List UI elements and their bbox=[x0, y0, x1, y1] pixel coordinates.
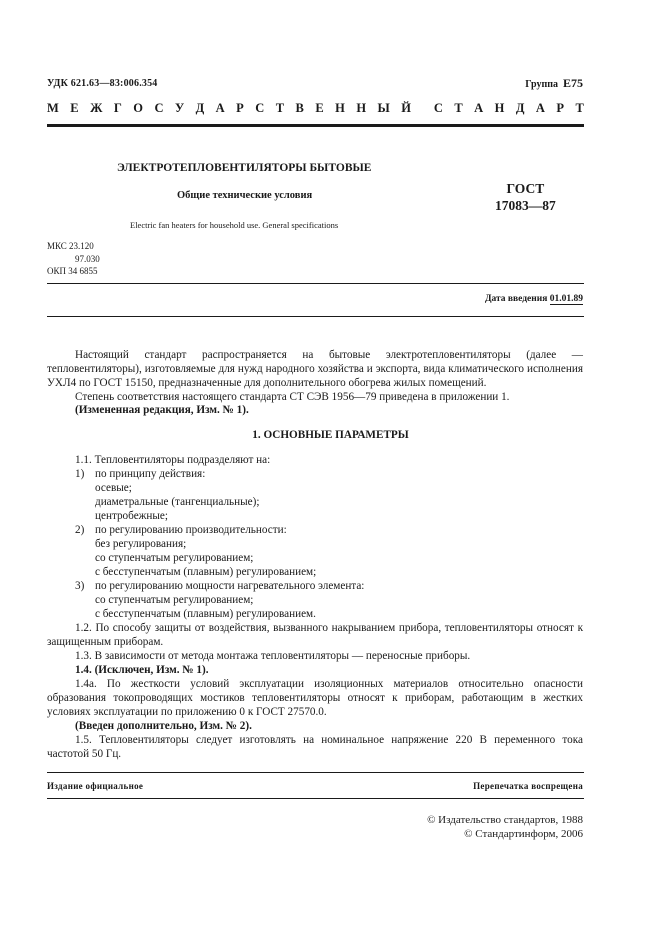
heading-letter: Н bbox=[494, 101, 505, 115]
heading-letter: Д bbox=[195, 101, 205, 115]
date-label: Дата введения bbox=[484, 294, 548, 304]
header-rule bbox=[47, 124, 584, 127]
intro-paragraph: Настоящий стандарт распространяется на бытовые электротепловентиляторы (далее — тепловентиляторы), изготовляемые для нужд народного хозяйства и экспорта, вида климатического исполнения УХЛ4 по ГОСТ 15150, предназначенные для дополнительного обогрева жилых помещений. bbox=[47, 349, 583, 389]
gost-label: ГОСТ bbox=[506, 181, 545, 196]
intro-amendment-note: (Измененная редакция, Изм. № 1). bbox=[75, 404, 249, 416]
heading-letter: А bbox=[215, 101, 225, 115]
list-item: без регулирования; bbox=[95, 538, 187, 550]
heading-letter: Е bbox=[315, 101, 324, 115]
heading-letter: Д bbox=[515, 101, 525, 115]
copyright-line-1: © Издательство стандартов, 1988 bbox=[427, 814, 583, 826]
gost-number bbox=[495, 180, 556, 214]
clause-1-5: 1.5. Тепловентиляторы следует изготовлять на номинальное напряжение 220 В переменного тока частотой 50 Гц. bbox=[47, 734, 583, 760]
section-heading: 1. ОСНОВНЫЕ ПАРАМЕТРЫ bbox=[252, 429, 409, 441]
classification-codes bbox=[47, 240, 100, 278]
mks-code: МКС 23.120 bbox=[47, 241, 94, 251]
list-heading-1: по принципу действия: bbox=[95, 468, 206, 480]
intro-sev-paragraph: Степень соответствия настоящего стандарта СТ СЭВ 1956—79 приведена в приложении 1. bbox=[75, 391, 510, 403]
date-rule bbox=[47, 316, 584, 317]
udk-code: УДК 621.63—83:006.354 bbox=[47, 78, 158, 89]
heading-letter: Р bbox=[556, 101, 565, 115]
okp-code: ОКП 34 6855 bbox=[47, 266, 98, 276]
heading-letter: В bbox=[295, 101, 304, 115]
list-number-2: 2) bbox=[75, 524, 85, 536]
heading-letter: Ы bbox=[377, 101, 390, 115]
heading-letter: Н bbox=[335, 101, 345, 115]
gost-code: 17083—87 bbox=[495, 198, 556, 213]
heading-letter: А bbox=[535, 101, 545, 115]
heading-letter: С bbox=[154, 101, 164, 115]
heading-letter: У bbox=[174, 101, 185, 115]
clause-1-4a-note: (Введен дополнительно, Изм. № 2). bbox=[75, 720, 252, 732]
group-code-value: Е75 bbox=[562, 76, 583, 90]
heading-letter: С bbox=[255, 101, 265, 115]
heading-letter: М bbox=[47, 101, 59, 115]
mks-code-2: 97.030 bbox=[75, 253, 100, 264]
list-heading-2: по регулированию производительности: bbox=[95, 524, 287, 536]
heading-letter: Т bbox=[454, 101, 463, 115]
date-value: 01.01.89 bbox=[549, 294, 583, 304]
heading-letter: А bbox=[474, 101, 484, 115]
heading-letter: Ж bbox=[90, 101, 103, 115]
reprint-prohibited: Перепечатка воспрещена bbox=[473, 781, 583, 791]
clause-1-4: 1.4. (Исключен, Изм. № 1). bbox=[75, 664, 209, 676]
list-number-3: 3) bbox=[75, 580, 85, 592]
heading-letter: С bbox=[433, 101, 443, 115]
title-rule bbox=[47, 283, 584, 284]
list-item: с бесступенчатым (плавным) регулированием; bbox=[95, 566, 317, 578]
interstate-standard-heading bbox=[47, 101, 584, 116]
list-item: со ступенчатым регулированием; bbox=[95, 594, 254, 606]
list-item: осевые; bbox=[95, 482, 132, 494]
clause-1-4a: 1.4а. По жесткости условий эксплуатации изоляционных материалов относительно опасности образования токопроводящих мостиков тепловентиляторы относят к приборам, работающим в жестких условиях эксплуатации по приложению 0 к ГОСТ 27570.0. bbox=[47, 678, 583, 718]
list-heading-3: по регулированию мощности нагревательного элемента: bbox=[95, 580, 365, 592]
group-code bbox=[525, 76, 583, 91]
heading-letter: Р bbox=[236, 101, 244, 115]
introduction-date bbox=[485, 294, 583, 304]
clause-1-2: 1.2. По способу защиты от воздействия, вызванного накрыванием прибора, тепловентиляторы относят к защищенным приборам. bbox=[47, 622, 583, 648]
group-label: Группа bbox=[525, 79, 558, 90]
document-subtitle: Общие технические условия bbox=[177, 190, 313, 201]
footer-rule-bottom bbox=[47, 798, 584, 799]
clause-1-1: 1.1. Тепловентиляторы подразделяют на: bbox=[75, 454, 271, 466]
heading-letter: Н bbox=[356, 101, 367, 115]
list-item: диаметральные (тангенциальные); bbox=[95, 496, 260, 508]
english-title: Electric fan heaters for household use. General specifications bbox=[130, 220, 339, 230]
heading-letter: Т bbox=[275, 101, 285, 115]
footer-rule bbox=[47, 772, 584, 773]
copyright-line-2: © Стандартинформ, 2006 bbox=[464, 828, 583, 840]
list-item: со ступенчатым регулированием; bbox=[95, 552, 254, 564]
list-item: с бесступенчатым (плавным) регулированием. bbox=[95, 608, 316, 620]
heading-letter: Т bbox=[575, 101, 584, 115]
heading-letter: О bbox=[133, 101, 144, 115]
list-item: центробежные; bbox=[95, 510, 168, 522]
list-number-1: 1) bbox=[75, 468, 85, 480]
heading-letter: Г bbox=[113, 101, 122, 115]
document-title: ЭЛЕКТРОТЕПЛОВЕНТИЛЯТОРЫ БЫТОВЫЕ bbox=[117, 162, 372, 174]
heading-letter: Й bbox=[401, 101, 411, 115]
clause-1-3: 1.3. В зависимости от метода монтажа тепловентиляторы — переносные приборы. bbox=[75, 650, 471, 662]
official-edition: Издание официальное bbox=[47, 781, 144, 791]
heading-letter: Е bbox=[70, 101, 79, 115]
